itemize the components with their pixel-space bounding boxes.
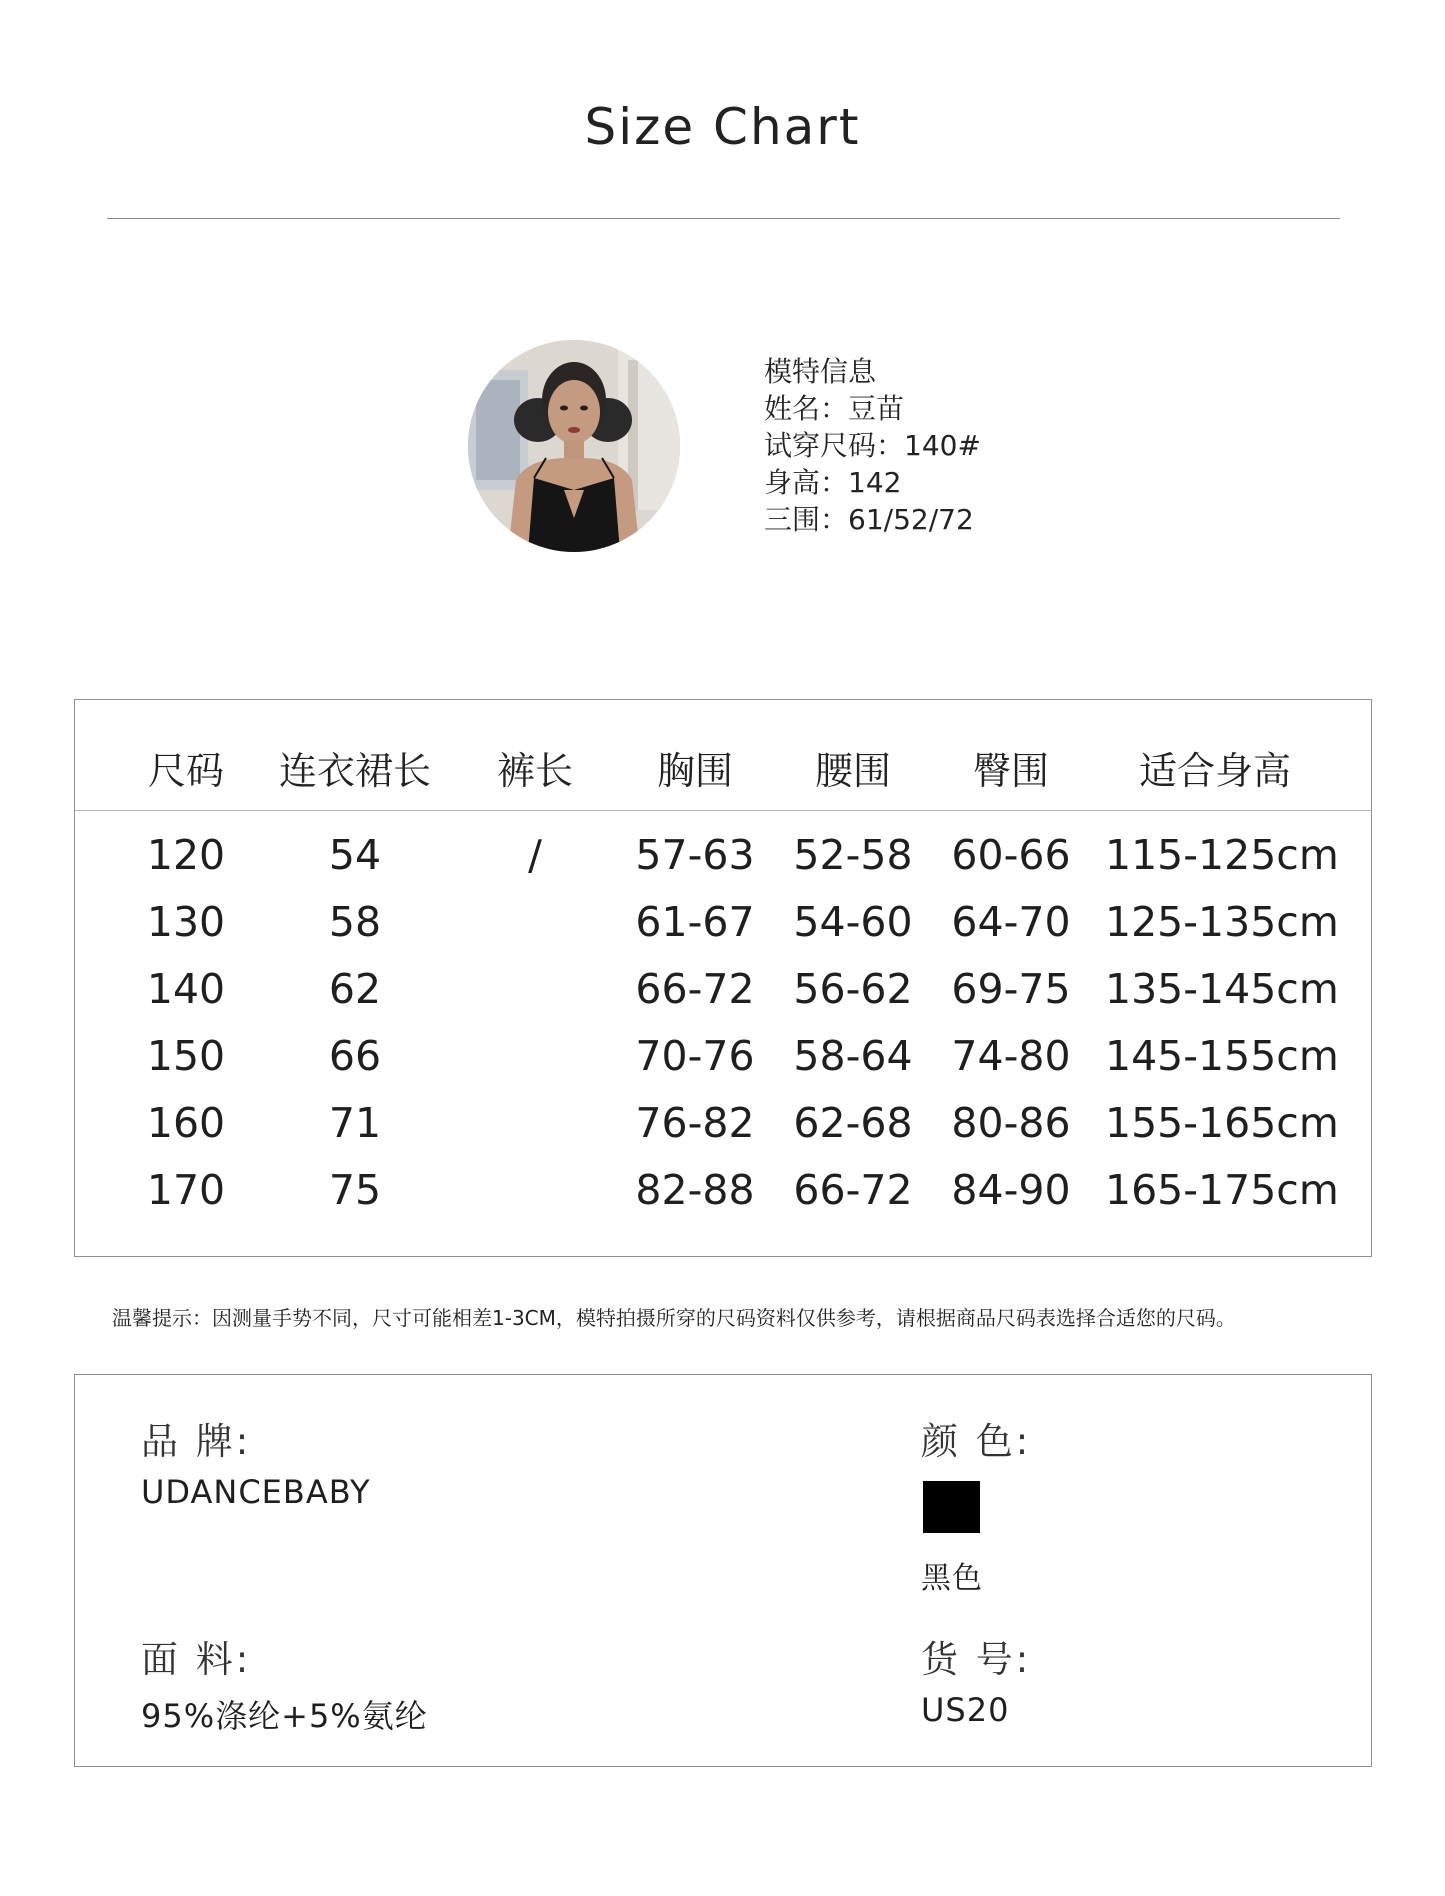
header-fit-height: 适合身高 [1138, 749, 1291, 793]
product-info [74, 1374, 1372, 1767]
cell-waist: 54-60 [793, 898, 913, 946]
cell-hip: 80-86 [951, 1099, 1071, 1147]
model-info [764, 353, 981, 538]
cell-size: 170 [146, 1166, 226, 1214]
cell-size: 160 [146, 1099, 226, 1147]
cell-fit-height: 155-165cm [1105, 1099, 1339, 1147]
size-note: 温馨提示：因测量手势不同，尺寸可能相差1-3CM，模特拍摄所穿的尺码资料仅供参考，请根据商品尺码表选择合适您的尺码。 [112, 1306, 1236, 1330]
cell-dress-length: 58 [328, 898, 382, 946]
cell-hip: 74-80 [951, 1032, 1071, 1080]
cell-bust: 82-88 [635, 1166, 755, 1214]
model-name: 姓名：豆苗 [764, 392, 905, 425]
title-divider [107, 218, 1340, 219]
header-hip: 臀围 [972, 749, 1049, 793]
cell-fit-height: 125-135cm [1105, 898, 1339, 946]
model-height: 身高：142 [764, 466, 902, 499]
header-dress-length: 连衣裙长 [278, 749, 431, 793]
cell-bust: 66-72 [635, 965, 755, 1013]
color-label: 颜 色: [921, 1420, 1032, 1463]
cell-fit-height: 115-125cm [1105, 831, 1339, 879]
header-bust: 胸围 [656, 749, 733, 793]
page-title: Size Chart [584, 98, 861, 156]
cell-waist: 66-72 [793, 1166, 913, 1214]
sku-value: US20 [921, 1691, 1010, 1729]
cell-dress-length: 62 [328, 965, 382, 1013]
cell-bust: 57-63 [635, 831, 755, 879]
header-waist: 腰围 [814, 749, 891, 793]
cell-size: 150 [146, 1032, 226, 1080]
cell-hip: 60-66 [951, 831, 1071, 879]
cell-bust: 76-82 [635, 1099, 755, 1147]
cell-hip: 69-75 [951, 965, 1071, 1013]
cell-hip: 64-70 [951, 898, 1071, 946]
cell-bust: 70-76 [635, 1032, 755, 1080]
size-table [74, 699, 1372, 1257]
cell-fit-height: 145-155cm [1105, 1032, 1339, 1080]
header-size: 尺码 [147, 749, 224, 793]
cell-waist: 52-58 [793, 831, 913, 879]
sku-label: 货 号: [921, 1638, 1032, 1681]
model-try-size: 试穿尺码：140# [764, 429, 981, 462]
cell-bust: 61-67 [635, 898, 755, 946]
model-info-heading: 模特信息 [764, 355, 877, 388]
color-value: 黑色 [921, 1561, 983, 1596]
fabric-label: 面 料: [141, 1638, 252, 1681]
model-photo-illustration [468, 340, 680, 552]
color-swatch [923, 1481, 980, 1533]
cell-dress-length: 54 [328, 831, 382, 879]
header-pants-length: 裤长 [496, 749, 573, 793]
cell-dress-length: 75 [328, 1166, 382, 1214]
fabric-value: 95%涤纶+5%氨纶 [141, 1697, 428, 1735]
cell-waist: 58-64 [793, 1032, 913, 1080]
brand-label: 品 牌: [141, 1420, 252, 1463]
cell-fit-height: 135-145cm [1105, 965, 1339, 1013]
model-photo [468, 340, 680, 552]
cell-dress-length: 66 [328, 1032, 382, 1080]
cell-waist: 56-62 [793, 965, 913, 1013]
brand-value: UDANCEBABY [141, 1473, 371, 1511]
cell-dress-length: 71 [328, 1099, 382, 1147]
cell-fit-height: 165-175cm [1105, 1166, 1339, 1214]
cell-pants-length: / [528, 831, 542, 879]
cell-waist: 62-68 [793, 1099, 913, 1147]
cell-size: 120 [146, 831, 226, 879]
table-header-divider [75, 810, 1371, 811]
model-measurements: 三围：61/52/72 [764, 503, 974, 536]
cell-size: 140 [146, 965, 226, 1013]
cell-hip: 84-90 [951, 1166, 1071, 1214]
cell-size: 130 [146, 898, 226, 946]
